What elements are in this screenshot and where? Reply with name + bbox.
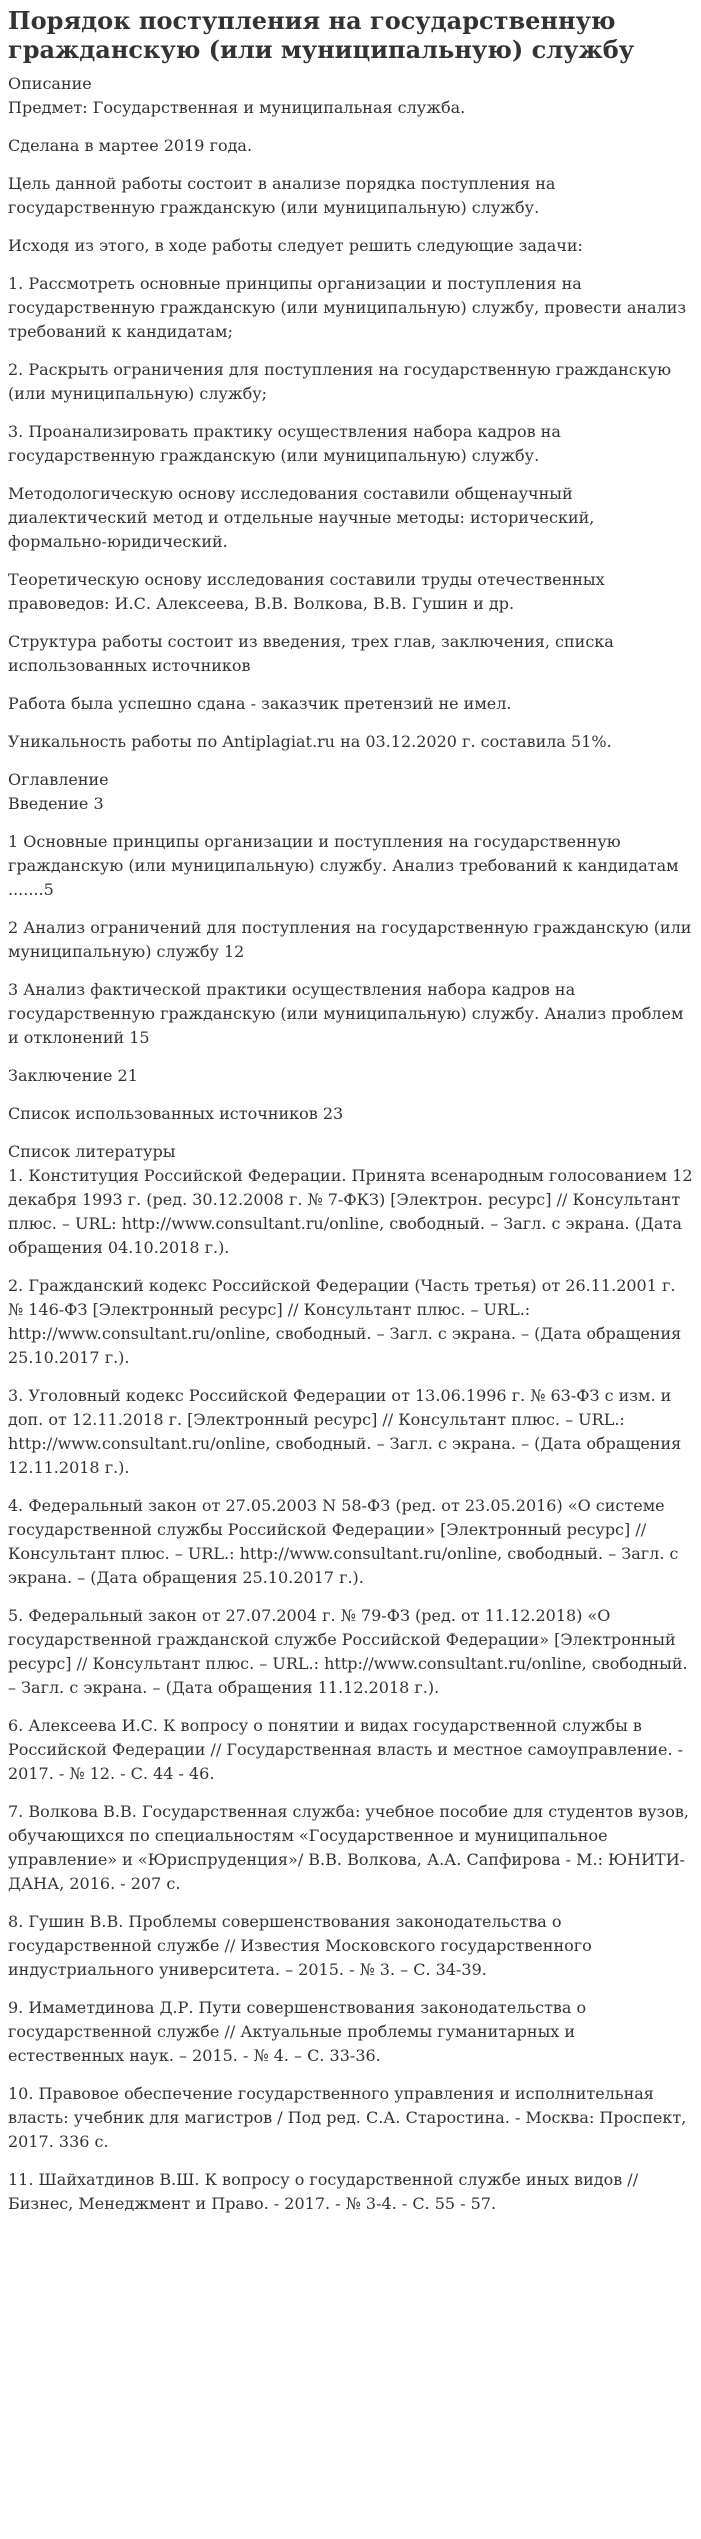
description-paragraph: Исходя из этого, в ходе работы следует решить следующие задачи: [8, 236, 583, 255]
toc-item: Введение 3 [8, 794, 104, 813]
toc-section [8, 768, 693, 1126]
description-paragraph: Предмет: Государственная и муниципальная служба. [8, 98, 466, 117]
toc-item: Заключение 21 [8, 1066, 138, 1085]
toc-item: 1 Основные принципы организации и поступления на государственную гражданскую (или муниципальную) службу. Анализ требований к кандидатам .......5 [8, 832, 679, 899]
reference-item: 4. Федеральный закон от 27.05.2003 N 58-ФЗ (ред. от 23.05.2016) «О системе государственной службы Российской Федерации» [Электронный ресурс] // Консультант плюс. – URL.: http://www.consultant.ru/online, свободный. – Загл. с экрана. – (Дата обращения 25.10.2017 г.). [8, 1496, 679, 1587]
references-section [8, 1140, 693, 2216]
description-paragraph: Теоретическую основу исследования составили труды отечественных правоведов: И.С. Алексеева, В.В. Волкова, В.В. Гушин и др. [8, 570, 605, 613]
description-label: Описание [8, 74, 92, 93]
toc-item: 3 Анализ фактической практики осуществления набора кадров на государственную гражданскую (или муниципальную) службу. Анализ проблем и отклонений 15 [8, 980, 684, 1047]
description-section [8, 72, 693, 754]
description-paragraph: Сделана в мартее 2019 года. [8, 136, 253, 155]
toc-label: Оглавление [8, 770, 109, 789]
reference-item: 6. Алексеева И.С. К вопросу о понятии и видах государственной службы в Российской Федерации // Государственная власть и местное самоуправление. - 2017. - № 12. - С. 44 - 46. [8, 1716, 684, 1783]
description-paragraph: 3. Проанализировать практику осуществления набора кадров на государственную гражданскую (или муниципальную) службу. [8, 422, 561, 465]
description-paragraph: Методологическую основу исследования составили общенаучный диалектический метод и отдельные научные методы: исторический, формально-юридический. [8, 484, 595, 551]
description-paragraph: 1. Рассмотреть основные принципы организации и поступления на государственную гражданскую (или муниципальную) службу, провести анализ требований к кандидатам; [8, 274, 687, 341]
description-paragraph: Уникальность работы по Antiplagiat.ru на 03.12.2020 г. составила 51%. [8, 732, 612, 751]
reference-item: 5. Федеральный закон от 27.07.2004 г. № 79-ФЗ (ред. от 11.12.2018) «О государственной гражданской службе Российской Федерации» [Электронный ресурс] // Консультант плюс. – URL.: http://www.consultant.ru/online, свободный. – Загл. с экрана. – (Дата обращения 11.12.2018 г.). [8, 1606, 688, 1697]
toc-item: Список использованных источников 23 [8, 1104, 344, 1123]
reference-item: 8. Гушин В.В. Проблемы совершенствования законодательства о государственной службе // Известия Московского государственного индустриального университета. – 2015. - № 3. – С. 34-39. [8, 1912, 592, 1979]
page-title: Порядок поступления на государственную гражданскую (или муниципальную) службу [8, 6, 635, 64]
reference-item: 10. Правовое обеспечение государственного управления и исполнительная власть: учебник для магистров / Под ред. С.А. Старостина. - Москва: Проспект, 2017. 336 с. [8, 2084, 687, 2151]
reference-item: 2. Гражданский кодекс Российской Федерации (Часть третья) от 26.11.2001 г. № 146-ФЗ [Электронный ресурс] // Консультант плюс. – URL.: http://www.consultant.ru/online, свободный. – Загл. с экрана. – (Дата обращения 25.10.2017 г.). [8, 1276, 682, 1367]
reference-item: 1. Конституция Российской Федерации. Принята всенародным голосованием 12 декабря 1993 г. (ред. 30.12.2008 г. № 7-ФКЗ) [Электрон. ресурс] // Консультант плюс. – URL: http://www.consultant.ru/online, свободный. – Загл. с экрана. (Дата обращения 04.10.2018 г.). [8, 1166, 693, 1257]
description-paragraph: Работа была успешно сдана - заказчик претензий не имел. [8, 694, 512, 713]
reference-item: 7. Волкова В.В. Государственная служба: учебное пособие для студентов вузов, обучающихся по специальностям «Государственное и муниципальное управление» и «Юриспруденция»/ В.В. Волкова, А.А. Сапфирова - М.: ЮНИТИ-ДАНА, 2016. - 207 с. [8, 1802, 689, 1893]
reference-item: 9. Имаметдинова Д.Р. Пути совершенствования законодательства о государственной службе // Актуальные проблемы гуманитарных и естественных наук. – 2015. - № 4. – С. 33-36. [8, 1998, 587, 2065]
reference-item: 11. Шайхатдинов В.Ш. К вопросу о государственной службе иных видов // Бизнес, Менеджмент и Право. - 2017. - № 3-4. - С. 55 - 57. [8, 2170, 639, 2213]
description-paragraph: Цель данной работы состоит в анализе порядка поступления на государственную гражданскую (или муниципальную) службу. [8, 174, 556, 217]
toc-item: 2 Анализ ограничений для поступления на государственную гражданскую (или муниципальную) службу 12 [8, 918, 692, 961]
description-paragraph: Структура работы состоит из введения, трех глав, заключения, списка использованных источников [8, 632, 614, 675]
references-label: Список литературы [8, 1142, 176, 1161]
description-paragraph: 2. Раскрыть ограничения для поступления на государственную гражданскую (или муниципальную) службу; [8, 360, 672, 403]
reference-item: 3. Уголовный кодекс Российской Федерации от 13.06.1996 г. № 63-ФЗ с изм. и доп. от 12.11.2018 г. [Электронный ресурс] // Консультант плюс. – URL.: http://www.consultant.ru/online, свободный. – Загл. с экрана. – (Дата обращения 12.11.2018 г.). [8, 1386, 682, 1477]
